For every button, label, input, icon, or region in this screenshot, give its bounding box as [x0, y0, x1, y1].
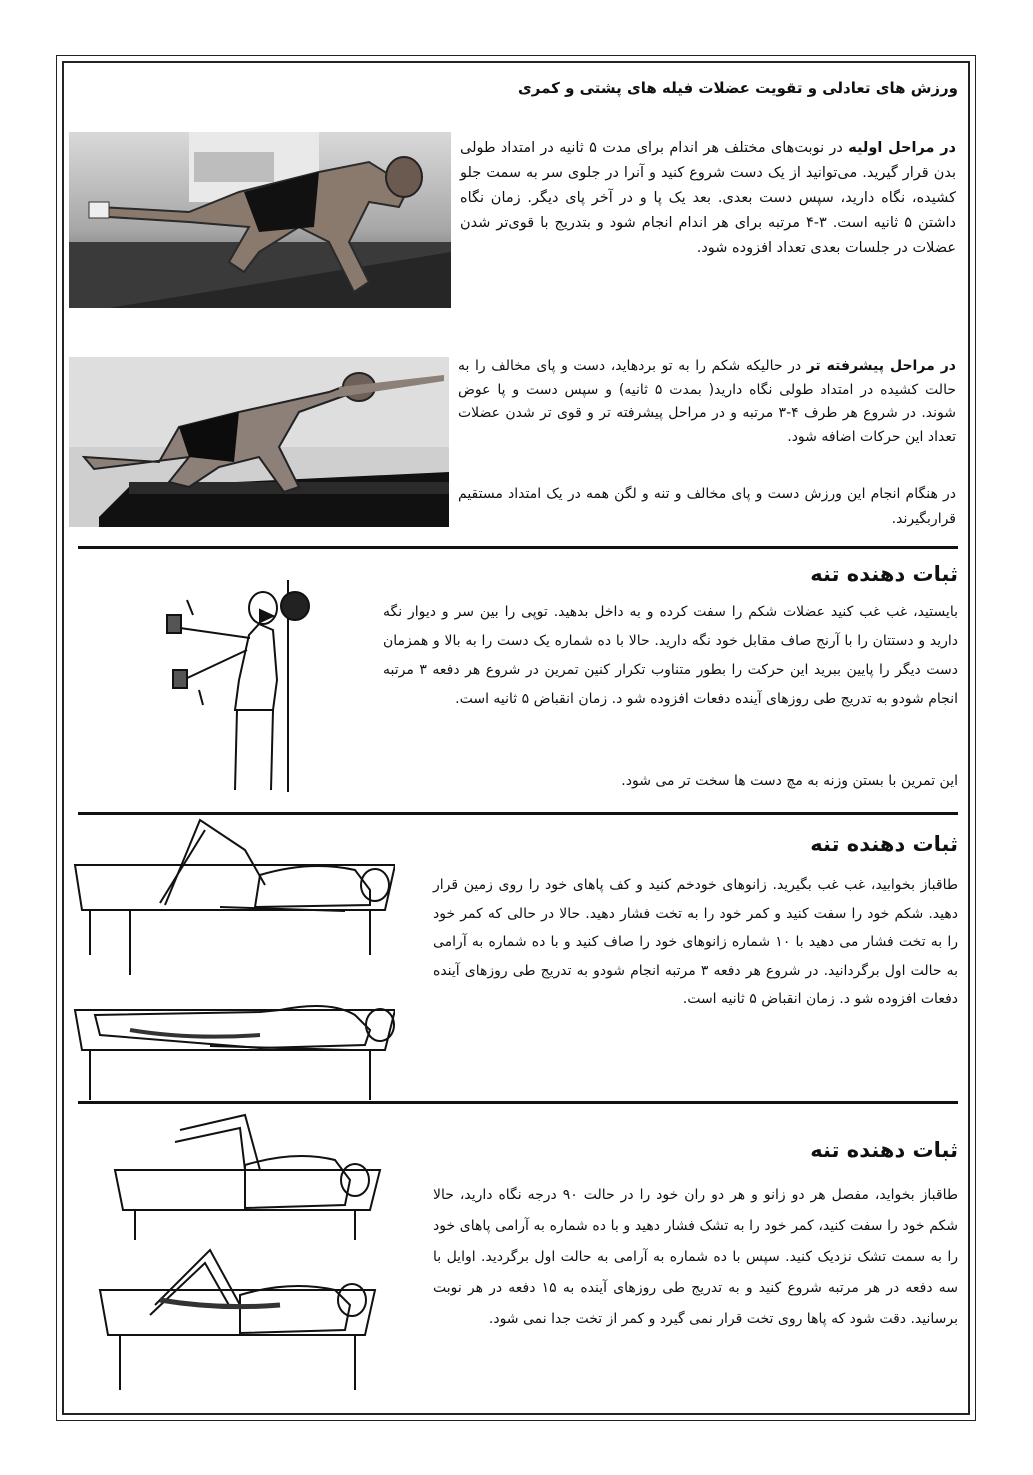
- section5-paragraph: طاقباز بخواید، مفصل هر دو زانو و هر دو ران خود را در حالت ۹۰ درجه نگاه دارید، حالا شکم خود را سفت کنید، کمر خود را به تشک فشار دهید و با ده شماره به آرامی پاهای خود را به سمت تشک نزدیک کنید. سپس با ده شماره به آرامی به حالت اول برگردید. اوایل با سه دفعه در هر مرتبه شروع کنید و به تدریج طی روزهای آینده به ۱۵ دفعه در هر نوبت برسانید. دقت شود که پاها روی تخت قرار نمی گیرد و کمر از تخت جدا نمی شود.: [433, 1187, 958, 1327]
- section3-note: این تمرین با بستن وزنه به مچ دست ها سخت تر می شود.: [621, 773, 958, 789]
- illustration-supine-legs-straight: [70, 990, 395, 1110]
- section3-heading: ثبات دهنده تنه: [810, 562, 958, 586]
- illustration-supine-legs-lowering: [80, 1245, 380, 1395]
- section2-lead: در مراحل پیشرفته تر: [806, 358, 956, 374]
- supine-figure-drawing-2: [70, 990, 395, 1110]
- photo-bird-dog-advanced: [69, 357, 449, 527]
- illustration-standing-ball-wall: [155, 580, 315, 795]
- supine-figure-drawing-4: [80, 1245, 380, 1395]
- section4-heading: ثبات دهنده تنه: [810, 832, 958, 856]
- exercise-photo-1: [69, 132, 451, 308]
- section2-text: در حالیکه شکم را به تو بردهاید، دست و پای مخالف را به حالت کشیده در امتداد طولی نگاه دارید( بمدت ۵ ثانیه) و سپس دست و پا عوض شوند. در شروع هر طرف ۴-۳ مرتبه و در مراحل پیشرفته تر و قوی تر شدن عضلات تعداد این حرکات اضافه شود.: [458, 358, 956, 445]
- section5-heading: ثبات دهنده تنه: [810, 1138, 958, 1162]
- section3-paragraph: بایستید، غب غب کنید عضلات شکم را سفت کرده و به داخل بدهید. توپی را بین سر و دیوار نگه دارید و دستتان را با آرنج صاف مقابل خود نگه دارید. حالا با ده شماره یک دست را به بالا و همزمان دست دیگر را پایین ببرید این حرکت را بطور متناوب تکرار کنین تمرین در شروع هر دفعه ۳ مرتبه انجام شودو به تدریج طی روزهای آینده دفعات افزوده شو د. زمان انقباض ۵ ثانیه است.: [383, 604, 958, 707]
- standing-figure-drawing: [155, 580, 315, 795]
- photo-quadruped-leg-extension: [69, 132, 451, 308]
- section1-lead: در مراحل اولیه: [848, 140, 956, 156]
- section4-paragraph: طاقباز بخوابید، غب غب بگیرید. زانوهای خودخم کنید و کف پاهای خود را روی زمین قرار دهید. شکم خود را سفت کنید و کمر خود را به تخت فشار دهید. حالا در حالی که کمر خود را به تخت فشار می دهید با ۱۰ شماره زانوهای خود را صاف کنید و با ده شماره به آرامی به حالت اول برگردانید. در شروع هر دفعه ۳ مرتبه انجام شودو به تدریج طی روزهای آینده دفعات افزوده شو د. زمان انقباض ۵ ثانیه است.: [433, 877, 959, 1007]
- section2-note: در هنگام انجام این ورزش دست و پای مخالف و تنه و لگن همه در یک امتداد مستقیم قراربگیرند.: [458, 486, 956, 527]
- section2-paragraph: [458, 355, 956, 449]
- section1-paragraph: [460, 136, 956, 261]
- divider-3: [78, 1101, 958, 1104]
- illustration-supine-hips-90: [95, 1110, 395, 1240]
- exercise-photo-2: [69, 357, 449, 527]
- section1-text: در نوبت‌های مختلف هر اندام برای مدت ۵ ثانیه در امتداد طولی بدن قرار گیرید. می‌توانید از یک دست شروع کنید و آنرا در جلوی سر به سمت جلو کشیده، نگاه دارید، سپس دست بعدی. بعد یک پا و در آخر پای دیگر. زمان نگاه داشتن ۵ ثانیه است. ۳-۴ مرتبه برای هر اندام انجام شود و بتدریج با قوی‌تر شدن عضلات در جلسات بعدی تعداد افزوده شود.: [460, 140, 956, 256]
- divider-1: [78, 546, 958, 549]
- illustration-supine-knees-bent: [70, 815, 395, 975]
- supine-figure-drawing-3: [95, 1110, 395, 1240]
- supine-figure-drawing-1: [70, 815, 395, 975]
- page-title: ورزش های تعادلی و تقویت عضلات فیله های پشتی و کمری: [517, 79, 958, 97]
